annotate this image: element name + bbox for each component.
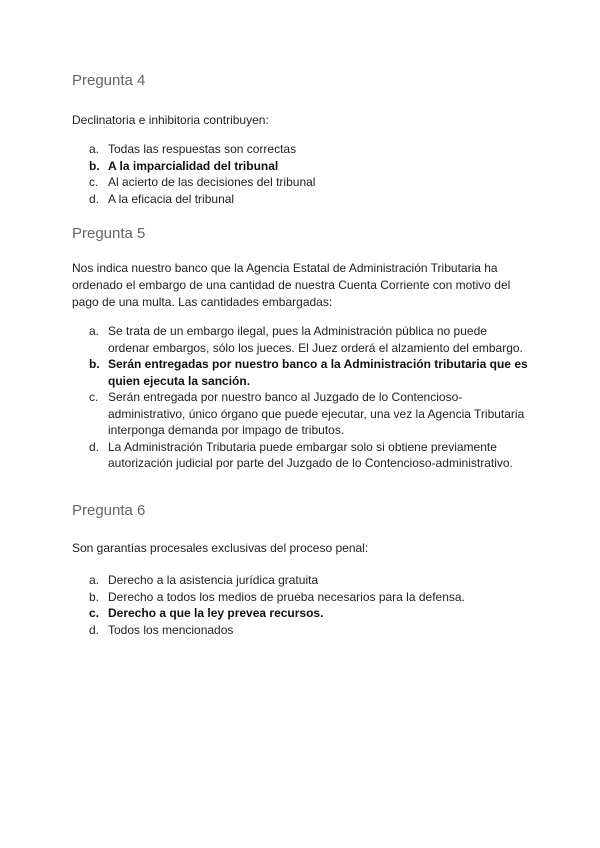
option-letter: a. xyxy=(89,324,100,338)
question-4-title: Pregunta 4 xyxy=(72,72,146,89)
question-4-text: Declinatoria e inhibitoria contribuyen: xyxy=(72,113,269,127)
option-letter: a. xyxy=(89,573,100,587)
option-letter: d. xyxy=(89,191,100,206)
question-5-text: Nos indica nuestro banco que la Agencia Estatal de Administración Tributaria ha ordenado el embargo de una cantidad de nuestra Cuenta Corriente con motivo del pago de una multa. Las cantidades embargadas: xyxy=(72,261,511,309)
option-text: La Administración Tributaria puede embargar solo si obtiene previamente autorización judicial por parte del Juzgado de lo Contencioso-administrativo. xyxy=(108,439,513,470)
option-letter: b. xyxy=(89,589,100,604)
question-5-option-b xyxy=(0,356,600,389)
option-letter: b. xyxy=(89,357,100,371)
question-6-option-c xyxy=(0,605,600,622)
option-text: A la imparcialidad del tribunal xyxy=(108,158,279,173)
question-4-option-c xyxy=(0,174,600,191)
question-5-option-a xyxy=(0,323,600,356)
option-text: Derecho a que la ley prevea recursos. xyxy=(108,606,324,620)
option-text: Serán entregadas por nuestro banco a la Administración tributaria que es quien ejecuta la sanción. xyxy=(108,357,528,388)
option-letter: c. xyxy=(89,606,100,620)
option-letter: b. xyxy=(89,158,100,173)
question-6-option-d xyxy=(0,622,600,639)
option-text: Serán entregada por nuestro banco al Juzgado de lo Contencioso-administrativo, único órgano que puede ejecutar, una vez la Agencia Tributaria interponga demanda por impago de tributos. xyxy=(108,390,525,437)
option-letter: a. xyxy=(89,142,100,156)
question-6-option-b xyxy=(0,589,600,606)
option-text: Todos los mencionados xyxy=(108,622,234,637)
question-6-options xyxy=(0,572,600,638)
option-text: Todas las respuestas son correctas xyxy=(108,142,297,156)
option-letter: d. xyxy=(89,622,100,637)
option-text: A la eficacia del tribunal xyxy=(108,191,235,206)
question-6-text: Son garantías procesales exclusivas del proceso penal: xyxy=(72,541,369,555)
question-5-option-d xyxy=(0,439,600,472)
question-4-option-b xyxy=(0,158,600,175)
question-4-option-a xyxy=(0,141,600,158)
option-text: Al acierto de las decisiones del tribunal xyxy=(108,175,316,189)
question-4-options xyxy=(0,141,600,207)
option-letter: c. xyxy=(89,390,99,404)
question-6-option-a xyxy=(0,572,600,589)
question-5-title: Pregunta 5 xyxy=(72,225,146,242)
question-6-title: Pregunta 6 xyxy=(72,502,146,519)
question-5-option-c xyxy=(0,389,600,439)
option-letter: d. xyxy=(89,439,100,454)
question-5-options xyxy=(0,323,600,472)
option-text: Se trata de un embargo ilegal, pues la Administración pública no puede ordenar embargos, sólo los jueces. El Juez orderá el alzamiento del embargo. xyxy=(108,324,523,355)
option-text: Derecho a todos los medios de prueba necesarios para la defensa. xyxy=(108,589,465,604)
option-letter: c. xyxy=(89,175,99,189)
option-text: Derecho a la asistencia jurídica gratuita xyxy=(108,573,319,587)
question-4-option-d xyxy=(0,191,600,208)
